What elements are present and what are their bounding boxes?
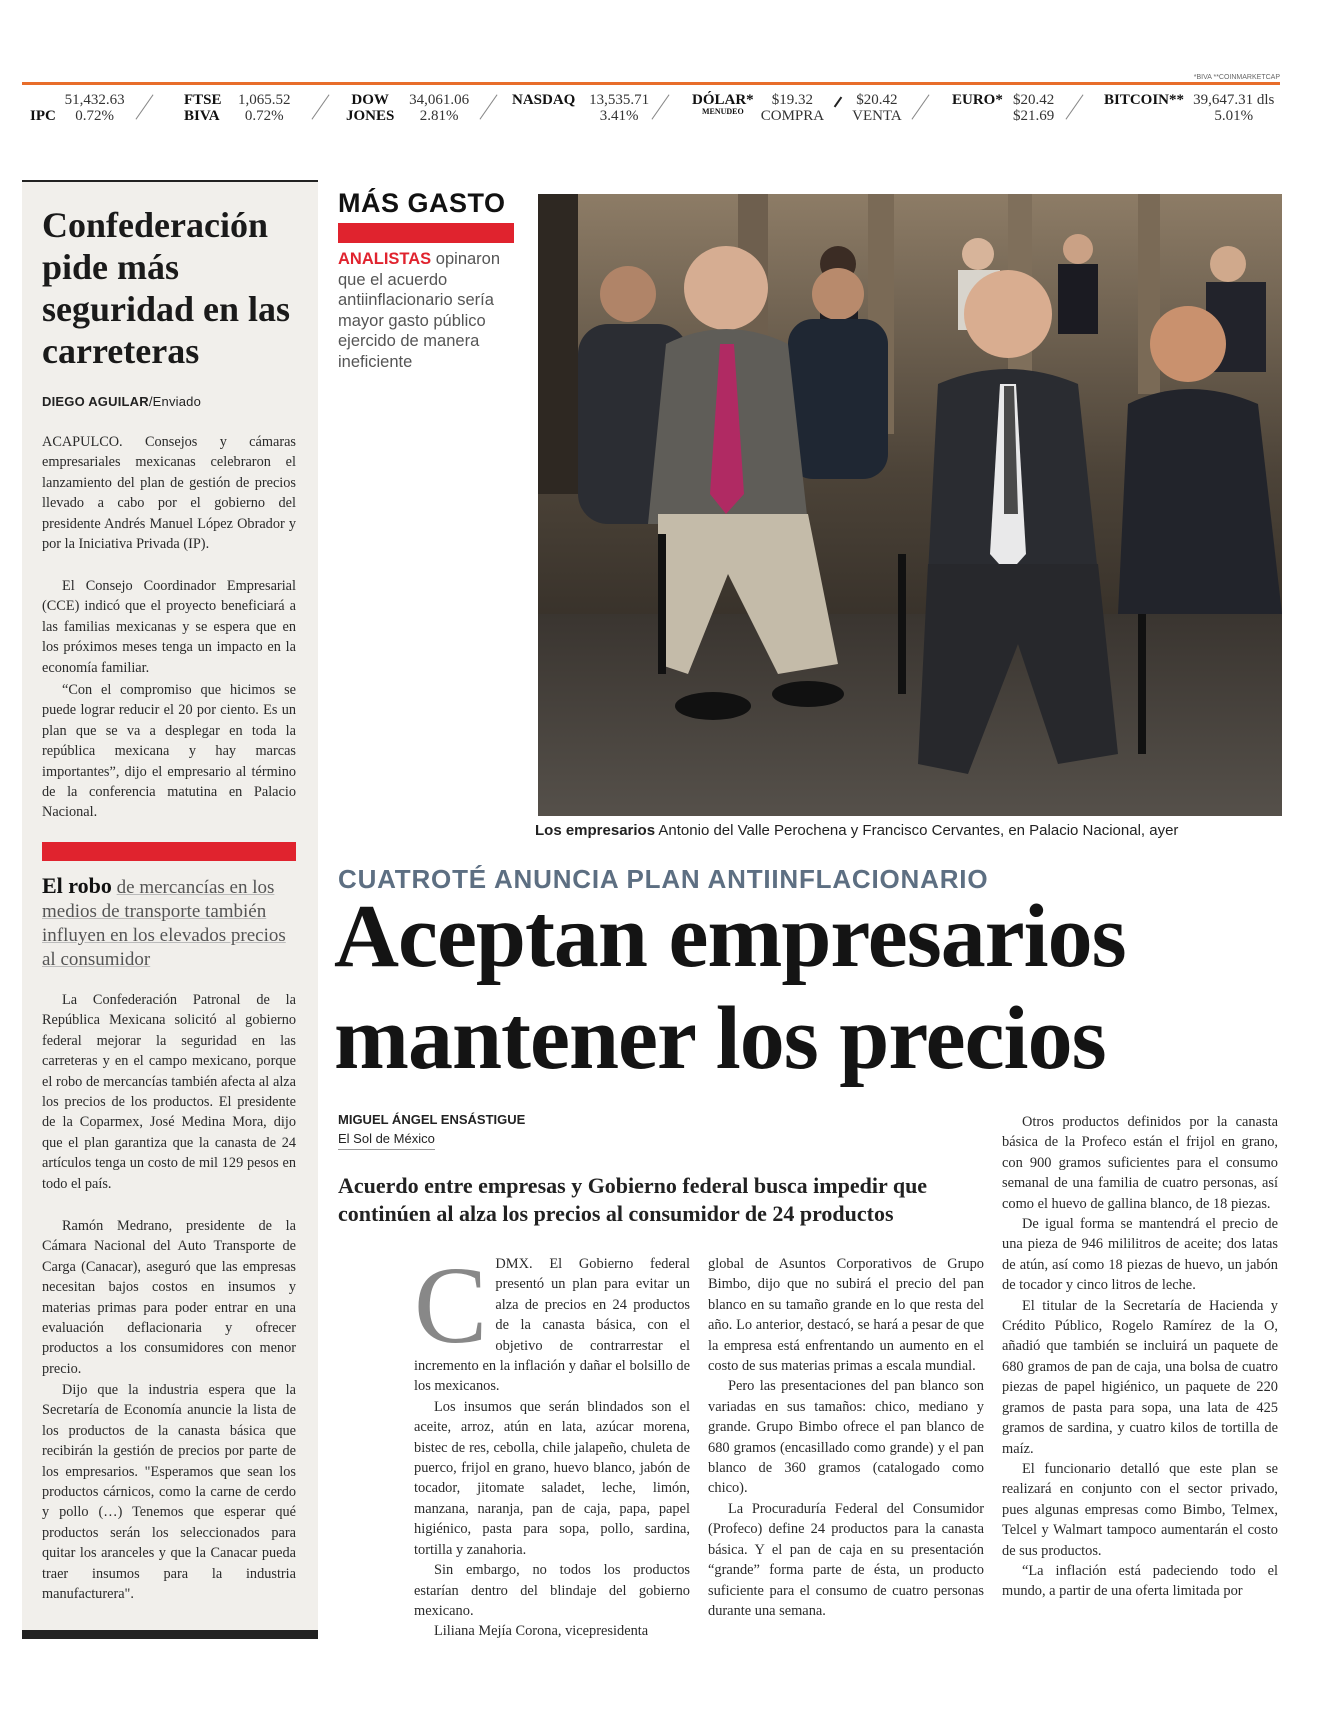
article-paragraph: DMX. El Gobierno federal presentó un plan para evitar un alza de precios en 24 productos de la canasta básica, con el objetivo de contrarrestar el incremento en la inflación y dañar el bolsillo de los mexicanos. [414,1256,690,1395]
ticker-dow-jones [346,92,474,124]
ticker-divider [1065,94,1083,119]
ticker-divider [479,94,497,119]
ticker-value: 1,065.52 [238,92,291,108]
sidebar-paragraph: El Consejo Coordinador Empresarial (CCE) indicó que el proyecto beneficiará a las familias mexicanas y se espera que en los próximos meses tenga un impacto en la economía familiar. [42,578,296,676]
sidebar-paragraph: ACAPULCO. Consejos y cámaras empresariales mexicanas celebraron el lanzamiento del plan de gestión de precios llevado a cabo por el gobierno del presidente Andrés Manuel López Obrador y por la Iniciativa Privada (IP). [42,434,296,553]
article-kicker: CUATROTÉ ANUNCIA PLAN ANTIINFLACIONARIO [338,864,989,894]
sidebar-pull-quote [42,874,298,972]
ticker-value-2: $21.69 [1012,108,1055,124]
ticker-change: 5.01% [1214,108,1254,124]
news-photo [538,194,1282,816]
article-paragraph: El titular de la Secretaría de Hacienda y Crédito Público, Rogelo Ramírez de la O, añadió que también se incluirá un paquete de 680 gramos de pan de caja, una bolsa de cuatro piezas de papel higiénico, un paquete de 220 gramos de pasta para sopa, una lata de 425 gramos de sardina, y cuatro kilos de tortilla de maíz. [1002,1297,1278,1457]
ticker-name: EURO* [952,92,1003,108]
ticker-change: 0.72% [244,108,284,124]
ticker-divider [135,94,153,119]
ticker-sell: $20.42 [856,92,898,108]
article-paragraph: Pero las presentaciones del pan blanco son variadas en sus tamaños: chico, mediano y grande. Grupo Bimbo ofrece el pan blanco de 680 gramos (encasillado como grande) y el pan blanco de 360 gramos (catalogado como chico). [708,1378,984,1497]
ticker-ftse [184,92,295,124]
article-paragraph: El funcionario detalló que este plan se realizará en conjunto con el sector privado, pues algunas empresas como Bimbo, Telmex, Telcel y Walmart tampoco aumentarán el costo de sus productos. [1002,1460,1278,1559]
ticker-change: 3.41% [599,108,639,124]
sidebar-bottom-rule [22,1630,318,1639]
ticker-buy: $19.32 [771,92,814,108]
mas-gasto-red-bar [338,223,514,243]
ticker-bitcoin [1104,92,1280,124]
ticker-change: 0.72% [75,108,114,124]
article-paragraph: Los insumos que serán blindados son el aceite, arroz, atún en lata, azúcar morena, bistec de res, cebolla, chile jalapeño, chuleta de puerco, frijol en grano, huevo blanco, jabón de tocador, jitomate saladet, leche, limón, manzana, naranja, pan de caja, papa, papel higiénico, pasta para sopa, pollo, sardina, tortilla y zanahoria. [414,1398,690,1558]
article-paragraph: global de Asuntos Corporativos de Grupo Bimbo, dijo que no subirá el precio del pan blanco en su tamaño grande en lo que resta del año. Lo anterior, destacó, se hará a pesar de que la empresa está enfrentando un aumento en el costo de sus materias primas a escala mundial. [708,1256,984,1375]
ticker-name-2: BIVA [184,108,220,124]
sidebar-paragraph: “Con el compromiso que hicimos se puede lograr reducir el 20 por ciento. Es un plan que se va a desplegar en toda la república mexicana y hay marcas importantes”, dijo el empresario al término de la conferencia matutina en Palacio Nacional. [42,682,296,821]
sidebar-paragraph: Ramón Medrano, presidente de la Cámara Nacional del Auto Transporte de Carga (Canacar), aseguró que las empresas necesitan bajos costos en insumos y materias primas para poder entrar en una evaluación deflacionaria y ofrecer productos a los consumidores con menor precio. [42,1218,296,1377]
sidebar-byline [42,394,201,409]
ticker-sell-label: VENTA [852,108,902,124]
sidebar-paragraph: Dijo que la industria espera que la Secretaría de Economía anuncie la lista de los productos de la canasta básica que recibirán la gestión de precios por parte de los empresarios. "Esperamos que sean los productos cárnicos, como la carne de cerdo y pollo (…) Tenemos que esperar qué productos serán los seleccionados para quitar los aranceles y que la Canacar pueda traer insumos para la industria manufacturera". [42,1382,296,1603]
ticker-name: NASDAQ [512,92,576,108]
sidebar-red-bar [42,842,296,861]
ticker-name-2: JONES [346,108,395,124]
ticker-dolar [692,92,905,126]
mas-gasto-body: opinaron que el acuerdo antiinflacionario sería mayor gasto público ejercido de manera ineficiente [338,250,501,371]
ticker-name: DÓLAR* [692,92,754,108]
pull-quote-text: de mercancías en los medios de transporte también influyen en los elevados precios al consumidor [42,877,286,970]
sidebar-paragraph: La Confederación Patronal de la República Mexicana solicitó al gobierno federal mejorar la seguridad en las carreteras y en el campo mexicano, porque el robo de mercancías también afecta al alza los precios de los productos. El presidente de la Coparmex, José Medina Mora, dijo que el plan garantiza que la canasta de 24 artículos tenga un costo de mil 129 pesos en todo el país. [42,992,296,1192]
ticker-buy-label: COMPRA [760,108,825,124]
sidebar-headline: Confederación pide más seguridad en las carreteras [42,205,291,371]
article-paragraph: Sin embargo, no todos los productos estarían dentro del blindaje del gobierno mexicano. [414,1562,690,1619]
ticker-value: 51,432.63 [64,92,125,108]
article-paragraph: De igual forma se mantendrá el precio de una pieza de 946 mililitros de aceite; dos latas de atún, así como 18 piezas de huevo, un jabón de tocador y cinco litros de leche. [1002,1216,1278,1294]
ticker-value: 13,535.71 [589,92,650,108]
photo-illustration [538,194,1282,816]
ticker-euro [952,92,1061,124]
ticker-divider [911,94,929,119]
ticker-name: IPC [30,108,56,124]
ticker-source-note: *BIVA **COINMARKETCAP [1193,74,1280,81]
ticker-name: BITCOIN** [1104,92,1185,108]
article-paragraph: “La inflación está padeciendo todo el mundo, a partir de una oferta limitada por [1002,1562,1278,1600]
ticker-nasdaq [512,92,659,124]
article-column-3 [1002,1112,1278,1602]
sidebar-byline-name: DIEGO AGUILAR [42,394,149,409]
article-headline: Aceptan empresarios mantener los precios [334,887,1126,1088]
ticker-change: 2.81% [419,108,459,124]
article-paragraph: Otros productos definidos por la canasta básica de la Profeco están el frijol en grano, con 900 gramos suficientes para el consumo semanal de una familia de cuatro personas, así como el huevo de gallina blanco, de 18 piezas. [1002,1114,1278,1212]
article-column-2 [708,1254,984,1621]
drop-cap: C [414,1244,488,1366]
ticker-name: FTSE [184,92,222,108]
caption-lead: Los empresarios [535,822,656,839]
mas-gasto-lead: ANALISTAS [338,250,432,268]
article-deck: Acuerdo entre empresas y Gobierno federal busca impedir que continúen al alza los precios al consumidor de 24 productos [338,1173,928,1226]
ticker-rule [22,82,1280,85]
pull-quote-lead: El robo [42,873,112,898]
article-byline-org: El Sol de México [338,1131,435,1150]
mas-gasto-text [338,249,514,372]
mas-gasto-title: MÁS GASTO [338,188,506,218]
article-paragraph: La Procuraduría Federal del Consumidor (Profeco) define 24 productos para la canasta básica. Y el pan de caja en su presentación “grande” forma parte de ésta, un producto suficiente para el consumo de cuatro personas durante una semana. [708,1500,984,1619]
article-byline: MIGUEL ÁNGEL ENSÁSTIGUE [338,1112,526,1127]
photo-caption [535,822,1280,839]
ticker-name: DOW [351,92,389,108]
ticker-value: 39,647.31 dls [1193,92,1275,108]
sidebar-byline-role: /Enviado [148,394,202,409]
ticker-value: 34,061.06 [409,92,470,108]
ticker-ipc [30,92,130,124]
article-column-1 [414,1244,690,1642]
ticker-divider [311,94,329,119]
ticker-name-2: MENUDEO [701,107,744,116]
article-paragraph: Liliana Mejía Corona, vicepresidenta [434,1623,649,1640]
ticker-value: $20.42 [1012,92,1055,108]
caption-text: Antonio del Valle Perochena y Francisco Cervantes, en Palacio Nacional, ayer [658,822,1179,839]
ticker-divider [834,97,843,108]
